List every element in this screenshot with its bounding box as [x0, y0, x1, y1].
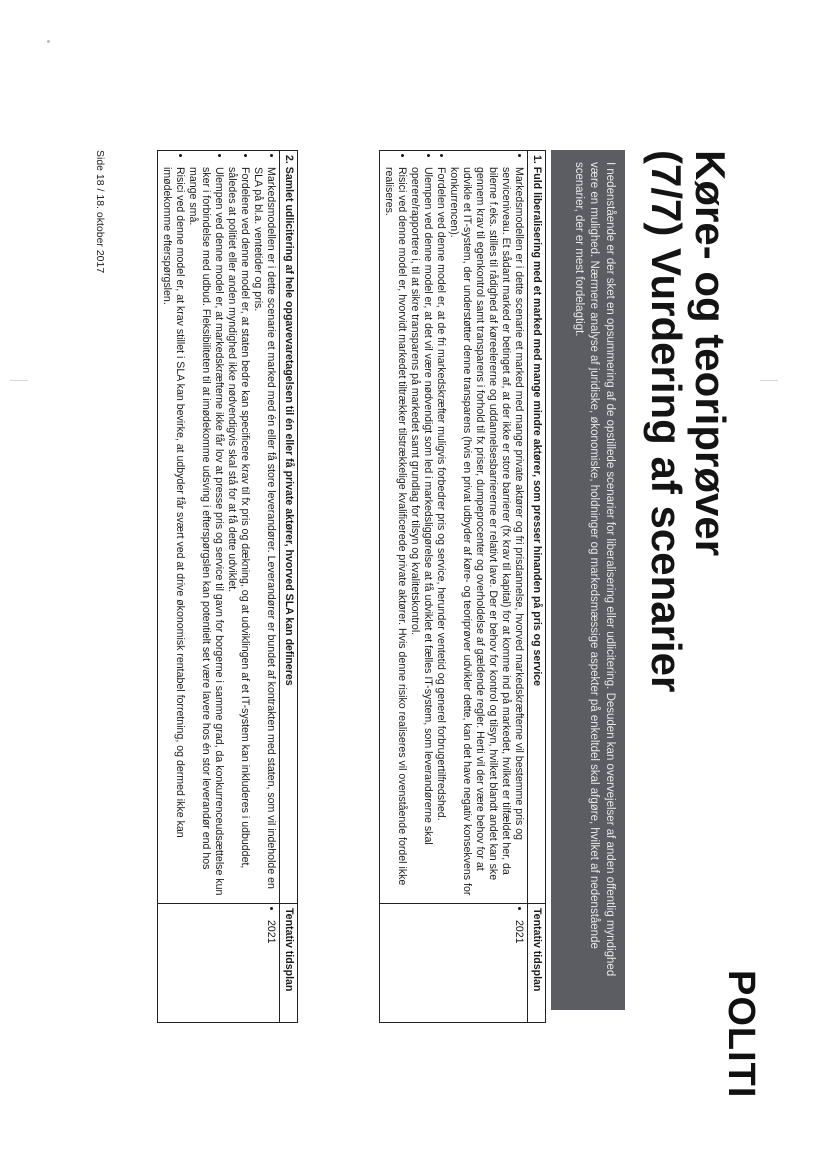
bullet-risk: • Risici ved denne model er, hvorvidt markedet tiltrækker tilstrækkelige kvalificerede private aktører. Hvis denne risiko realiseres vil ovenstående fordel ikke realiseres.: [382, 167, 408, 899]
bullet-risk: • Risici ved denne model er, at krav stillet i SLA kan bevirke, at udbyder får svært ved at drive økonomisk rentabel forretning, og dermed ikke kan imødekomme efterspørgslen.: [160, 167, 186, 899]
bullet-advantage: • Fordelene ved denne model er, at staten bedre kan specificere krav til fx pris og dækning, og at udviklingen af et IT-system kan inkluderes i udbuddet, således at politiet eller anden myndighed ikke nødvendigvis skal stå for at få dette udviklet.: [225, 167, 251, 899]
plan-value: • 2021: [264, 920, 277, 1018]
page-footer: Side 18 / 18. oktober 2017: [94, 150, 106, 274]
bullet-disadvantage: • Ulempen ved denne model er, at det vil være nødvendigt som led i markedsliggørelse at få udviklet et fælles IT-system, som leverandørerne skal operere/rapportere i, til at sikre transparens på markedet samt grundlag for tilsyn og kvalitetskontrol.: [408, 167, 434, 899]
scan-mark: [760, 380, 778, 381]
bullet-disadvantage: • Ulempen ved denne model er, at markedskræfterne ikke får lov at presse pris og service til gavn for borgerne i samme grad, da konkurrenceudsættelse kun sker i forbindelse med udbud. Fleksibiliteten til at imødekomme udsving i efterspørgslen kan potentielt set være lavere hos én stor leverandør end hos mange små.: [186, 167, 225, 899]
title-line-2: (7/7) Vurdering af scenarier: [643, 150, 690, 693]
plan-header: Tentativ tidsplan: [528, 904, 546, 1023]
plan-cell: [380, 904, 528, 1023]
scenario-heading: 1. Fuld liberalisering med et marked med mange mindre aktører, som presser hinanden på pris og service: [528, 151, 546, 904]
plan-cell: [158, 904, 280, 1023]
scenario-table-1: [379, 150, 546, 1023]
bullet-advantage: • Fordelen ved denne model er, at de fri markedskræfter muligvis forbedrer pris og service, herunder ventetid og generel forbrugertilfredshed.: [434, 167, 447, 899]
page-title: [644, 150, 732, 692]
scenario-table-2: [157, 150, 298, 1023]
politi-logo: POLITI: [720, 970, 762, 1099]
scenario-heading: 2. Samlet udlicitering af hele opgavevaretagelsen til én eller få private aktører, hvorved SLA kan defineres: [280, 151, 298, 904]
scenario-body: [158, 151, 280, 904]
scenario-body: [380, 151, 528, 904]
title-line-1: Køre- og teoriprøver: [687, 150, 734, 557]
plan-header: Tentativ tidsplan: [280, 904, 298, 1023]
intro-banner: I nedenstående er der sket en opsummering af de opstillede scenarier for liberalisering eller udlicitering. Desuden kan overvejelser af anden offentlig myndighed være en mulighed. Nærmere analyse af juridiske, økonomiske, holdninger og markedsmæssige aspekter på enkeltdel skal afgøre, hvilket af nedenstående scenarier, der er mest fordelagtigt.: [551, 150, 625, 1010]
scan-mark: [47, 40, 50, 43]
bullet-market-model: • Markedsmodellen er i dette scenarie et marked med mange private aktører og fri prisdannelse, hvorved markedskræfterne vil bestemme pris og serviceniveau. Et sådant marked er betinget af, at der ikke er store barrierer (fx krav til kapital) for at komme ind på markedet, hvilket er tilfældet her, da bilerne f.eks. stilles til rådighed af køreelererne og uddannelsesbarriererne er relativt lave. Der er behov for kontrol og tilsyn, hvilket blandt andet kan ske gennem krav til egenkontrol samt transparens i forhold til fx priser, dumpeprocenter og overholdelse af gældende regler. Herti vil der være behov for at udvikle et IT-system, der understøtter denne transparens (hvis en privat udbyder af køre- og teoriprøver udvikler dette, kan det have negativ konsekvens for konkurrencen).: [447, 167, 525, 899]
bullet-market-model: • Markedsmodellen er i dette scenarie et marked med én eller få store leverandører. Leverandører er bundet af kontrakten med staten, som vil indeholde en SLA på bl.a. ventetider og pris.: [251, 167, 277, 899]
scan-mark: [10, 380, 28, 381]
plan-value: • 2021: [512, 920, 525, 1018]
